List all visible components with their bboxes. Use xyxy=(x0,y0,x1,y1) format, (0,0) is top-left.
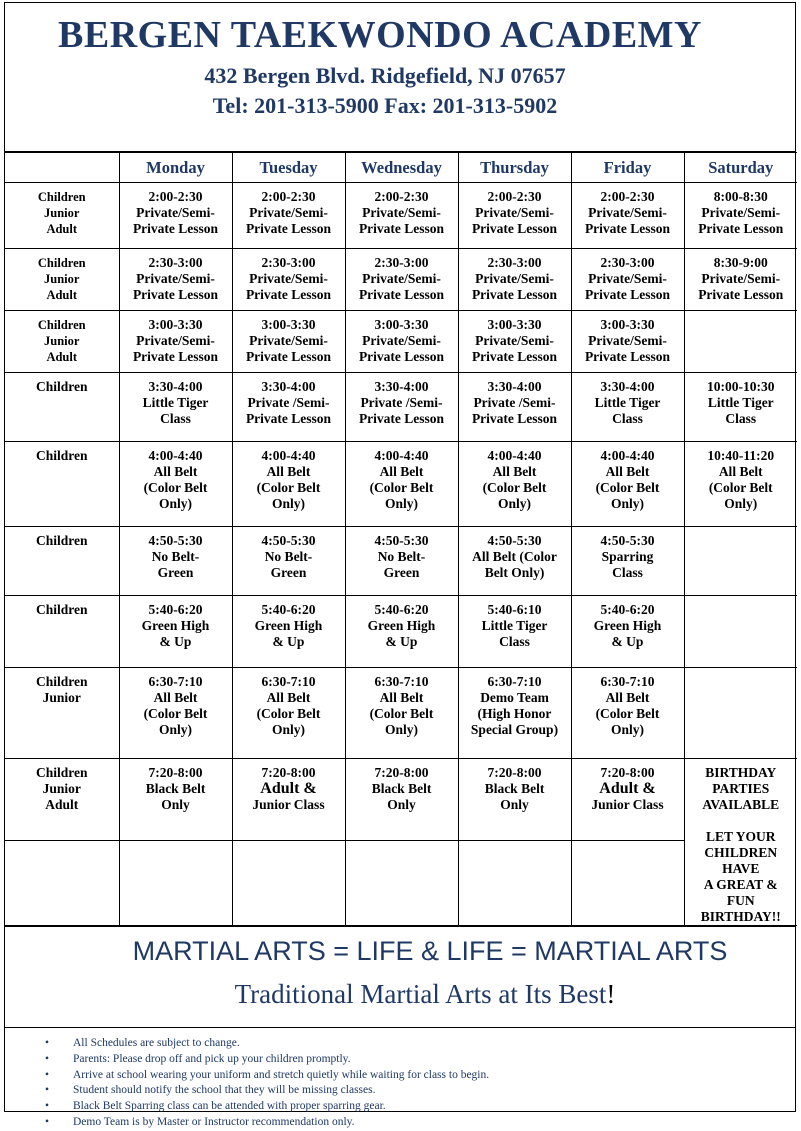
empty-cell xyxy=(571,840,684,925)
slot-desc: Private Lesson xyxy=(584,221,671,236)
class-slot xyxy=(571,596,684,668)
slot-desc: All Belt xyxy=(379,464,424,479)
slot-desc: Private/Semi- xyxy=(362,333,441,348)
header xyxy=(5,3,795,152)
class-slot xyxy=(345,759,458,841)
note-item: • All Schedules are subject to change. xyxy=(45,1036,795,1052)
class-slot xyxy=(458,249,571,311)
slot-desc: & Up xyxy=(272,634,305,649)
class-slot xyxy=(684,596,797,668)
slot-desc: Private Lesson xyxy=(358,411,445,426)
class-slot xyxy=(345,183,458,249)
slot-desc: Private /Semi- xyxy=(473,395,556,410)
slot-desc: Class xyxy=(612,411,643,426)
group-label xyxy=(5,759,119,841)
slot-desc: Green xyxy=(383,565,420,580)
class-slot xyxy=(684,183,797,249)
slot-desc: Only xyxy=(387,797,416,812)
slot-time: 4:00-4:40 xyxy=(600,448,655,463)
class-slot xyxy=(345,527,458,596)
schedule-row xyxy=(5,311,797,373)
class-slot xyxy=(458,311,571,373)
slot-desc: Class xyxy=(160,411,191,426)
birthday-line: PARTIES xyxy=(712,781,770,796)
slot-desc: (Color Belt xyxy=(482,480,547,495)
slot-desc: Only xyxy=(161,797,190,812)
group-line: Children xyxy=(37,318,86,332)
group-line: Adult xyxy=(46,288,78,302)
slot-desc: Private Lesson xyxy=(471,349,558,364)
class-slot xyxy=(119,249,232,311)
class-slot xyxy=(119,596,232,668)
group-line: Children xyxy=(37,190,86,204)
slot-desc: Black Belt xyxy=(371,781,432,796)
class-slot xyxy=(119,527,232,596)
class-slot xyxy=(684,668,797,759)
slot-time: 4:50-5:30 xyxy=(487,533,542,548)
group-line: Children xyxy=(35,448,88,463)
slot-desc: All Belt xyxy=(266,690,311,705)
slot-desc: No Belt- xyxy=(151,549,200,564)
slot-time: 6:30-7:10 xyxy=(487,674,542,689)
slot-desc: Private/Semi- xyxy=(362,271,441,286)
schedule-row xyxy=(5,596,797,668)
class-slot xyxy=(119,183,232,249)
class-slot xyxy=(458,596,571,668)
class-slot xyxy=(684,311,797,373)
slot-desc: Black Belt xyxy=(145,781,206,796)
birthday-line: LET YOUR xyxy=(706,829,776,844)
slot-time: 4:50-5:30 xyxy=(148,533,203,548)
birthday-line: BIRTHDAY xyxy=(705,765,777,780)
empty-cell xyxy=(345,840,458,925)
day-header: Thursday xyxy=(458,153,571,183)
birthday-spacer xyxy=(687,813,796,829)
tagline-text: Traditional Martial Arts at Its Best xyxy=(234,979,607,1009)
class-slot xyxy=(345,373,458,442)
slot-desc: Demo Team xyxy=(480,690,549,705)
slot-time: 2:00-2:30 xyxy=(374,189,429,204)
empty-row xyxy=(5,840,797,925)
class-schedule-table xyxy=(5,152,797,926)
slot-desc: (High Honor xyxy=(477,706,552,721)
birthday-line: AVAILABLE xyxy=(702,797,780,812)
slot-desc: All Belt xyxy=(379,690,424,705)
slot-desc: Only) xyxy=(158,496,192,511)
slot-desc: All Belt xyxy=(605,464,650,479)
slot-desc: Private /Semi- xyxy=(247,395,330,410)
slot-desc: Junior Class xyxy=(252,797,325,812)
slot-time: 3:00-3:30 xyxy=(487,317,542,332)
slot-time: 3:30-4:00 xyxy=(600,379,655,394)
day-header: Monday xyxy=(119,153,232,183)
slot-desc: Private/Semi- xyxy=(588,205,667,220)
slot-desc: Only) xyxy=(384,722,418,737)
slot-desc: Private/Semi- xyxy=(701,271,781,286)
group-line: Children xyxy=(35,533,88,548)
policy-notes xyxy=(5,1028,795,1131)
class-slot xyxy=(458,668,571,759)
group-label xyxy=(5,442,119,527)
slot-desc: Private Lesson xyxy=(132,349,219,364)
class-slot xyxy=(119,668,232,759)
class-slot xyxy=(232,373,345,442)
schedule-row xyxy=(5,373,797,442)
group-line: Junior xyxy=(44,334,80,348)
slot-desc: All Belt xyxy=(266,464,311,479)
academy-title: BERGEN TAEKWONDO ACADEMY xyxy=(58,14,702,56)
slot-desc: Adult & xyxy=(260,780,317,797)
slot-time: 6:30-7:10 xyxy=(600,674,655,689)
group-line: Adult xyxy=(46,222,78,236)
slot-desc: Private/Semi- xyxy=(475,333,554,348)
slot-desc: Private Lesson xyxy=(471,287,558,302)
note-item: • Black Belt Sparring class can be attended with proper sparring gear. xyxy=(45,1099,795,1115)
class-slot xyxy=(571,668,684,759)
group-label xyxy=(5,527,119,596)
slot-time: 3:00-3:30 xyxy=(261,317,316,332)
slot-time: 4:00-4:40 xyxy=(487,448,542,463)
group-line: Junior xyxy=(42,690,81,705)
slot-desc: Little Tiger xyxy=(707,395,774,410)
class-slot xyxy=(232,442,345,527)
empty-cell xyxy=(232,840,345,925)
slot-desc: (Color Belt xyxy=(143,480,208,495)
class-slot xyxy=(571,311,684,373)
schedule-row xyxy=(5,183,797,249)
empty-cell xyxy=(5,840,119,925)
slot-desc: Little Tiger xyxy=(594,395,661,410)
slot-desc: Only) xyxy=(724,496,758,511)
slot-desc: Class xyxy=(499,634,530,649)
class-slot xyxy=(571,373,684,442)
slot-desc: Adult & xyxy=(599,780,656,797)
slot-desc: Private/Semi- xyxy=(136,205,215,220)
motto-line: MARTIAL ARTS = LIFE & LIFE = MARTIAL ARTS xyxy=(132,936,728,966)
day-header: Saturday xyxy=(684,153,797,183)
slot-desc: (Color Belt xyxy=(369,706,434,721)
slot-time: 2:30-3:00 xyxy=(148,255,203,270)
class-slot xyxy=(232,249,345,311)
class-slot xyxy=(232,527,345,596)
slot-desc: Private Lesson xyxy=(584,349,671,364)
schedule-row xyxy=(5,759,797,841)
slot-desc: (Color Belt xyxy=(256,480,321,495)
slot-desc: Only) xyxy=(384,496,418,511)
birthday-line: A GREAT & xyxy=(703,877,778,892)
slot-desc: Private Lesson xyxy=(245,411,332,426)
slot-desc: Class xyxy=(725,411,757,426)
group-label xyxy=(5,183,119,249)
class-slot xyxy=(684,442,797,527)
slot-time: 2:30-3:00 xyxy=(600,255,655,270)
slot-desc: Private/Semi- xyxy=(475,205,554,220)
slot-time: 4:50-5:30 xyxy=(600,533,655,548)
birthday-line: HAVE xyxy=(722,861,760,876)
group-line: Children xyxy=(35,602,88,617)
academy-phone: Tel: 201-313-5900 Fax: 201-313-5902 xyxy=(212,93,558,118)
slot-desc: Private Lesson xyxy=(358,349,445,364)
class-slot xyxy=(232,759,345,841)
class-slot xyxy=(119,759,232,841)
slot-desc: Only) xyxy=(271,496,305,511)
schedule-row xyxy=(5,527,797,596)
group-line: Junior xyxy=(42,781,81,796)
slot-desc: Private/Semi- xyxy=(475,271,554,286)
slot-desc: Green High xyxy=(141,618,210,633)
slot-time: 3:30-4:00 xyxy=(148,379,203,394)
slot-desc: Only) xyxy=(271,722,305,737)
slot-time: 5:40-6:20 xyxy=(600,602,655,617)
slot-time: 8:00-8:30 xyxy=(713,189,768,204)
slot-desc: Sparring xyxy=(601,549,654,564)
slot-desc: Class xyxy=(612,565,643,580)
class-slot xyxy=(345,311,458,373)
slot-time: 3:00-3:30 xyxy=(148,317,203,332)
slot-desc: Little Tiger xyxy=(481,618,548,633)
slot-desc: & Up xyxy=(611,634,644,649)
slot-desc: Private Lesson xyxy=(471,411,558,426)
class-slot xyxy=(571,442,684,527)
note-item: • Arrive at school wearing your uniform and stretch quietly while waiting for class to begin. xyxy=(45,1068,795,1084)
slot-desc: No Belt- xyxy=(377,549,426,564)
slot-desc: Private/Semi- xyxy=(249,271,328,286)
note-item: • Parents: Please drop off and pick up your children promptly. xyxy=(45,1052,795,1068)
class-slot xyxy=(458,183,571,249)
slot-time: 6:30-7:10 xyxy=(374,674,429,689)
slot-desc: Green xyxy=(270,565,307,580)
slot-time: 5:40-6:20 xyxy=(261,602,316,617)
motto-banner xyxy=(5,926,795,1028)
class-slot xyxy=(119,373,232,442)
birthday-line: CHILDREN xyxy=(704,845,778,860)
class-slot xyxy=(345,596,458,668)
slot-desc: (Color Belt xyxy=(595,706,660,721)
slot-desc: (Color Belt xyxy=(369,480,434,495)
slot-desc: (Color Belt xyxy=(256,706,321,721)
slot-desc: Black Belt xyxy=(484,781,545,796)
slot-time: 4:50-5:30 xyxy=(261,533,316,548)
class-slot xyxy=(571,183,684,249)
slot-time: 4:50-5:30 xyxy=(374,533,429,548)
class-slot xyxy=(684,373,797,442)
slot-desc: Private Lesson xyxy=(584,287,671,302)
group-line: Adult xyxy=(46,350,78,364)
schedule-flyer xyxy=(4,2,796,1128)
group-line: Junior xyxy=(44,272,80,286)
class-slot xyxy=(232,668,345,759)
birthday-line: BIRTHDAY!! xyxy=(700,909,781,924)
class-slot xyxy=(684,249,797,311)
birthday-line: FUN xyxy=(726,893,755,908)
slot-desc: Private/Semi- xyxy=(249,205,328,220)
schedule-row xyxy=(5,442,797,527)
slot-desc: Only) xyxy=(610,722,644,737)
slot-time: 5:40-6:20 xyxy=(148,602,203,617)
class-slot xyxy=(458,759,571,841)
slot-desc: (Color Belt xyxy=(708,480,773,495)
slot-time: 7:20-8:00 xyxy=(487,765,542,780)
slot-desc: Only) xyxy=(497,496,531,511)
slot-desc: All Belt xyxy=(718,464,763,479)
slot-desc: Private /Semi- xyxy=(360,395,443,410)
slot-time: 6:30-7:10 xyxy=(261,674,316,689)
academy-address: 432 Bergen Blvd. Ridgefield, NJ 07657 xyxy=(204,63,566,88)
slot-time: 4:00-4:40 xyxy=(261,448,316,463)
slot-time: 3:00-3:30 xyxy=(600,317,655,332)
slot-desc: All Belt xyxy=(605,690,650,705)
slot-time: 2:00-2:30 xyxy=(148,189,203,204)
day-header: Friday xyxy=(571,153,684,183)
class-slot xyxy=(232,183,345,249)
slot-desc: Private/Semi- xyxy=(588,333,667,348)
day-header: Wednesday xyxy=(345,153,458,183)
group-line: Children xyxy=(35,674,88,689)
slot-desc: Private Lesson xyxy=(698,287,784,302)
slot-desc: Private/Semi- xyxy=(249,333,328,348)
class-slot xyxy=(345,442,458,527)
class-slot xyxy=(119,442,232,527)
slot-desc: Green High xyxy=(593,618,662,633)
group-label xyxy=(5,249,119,311)
slot-time: 2:00-2:30 xyxy=(261,189,316,204)
slot-desc: No Belt- xyxy=(264,549,313,564)
slot-time: 2:30-3:00 xyxy=(261,255,316,270)
tagline xyxy=(5,967,795,1010)
note-item: • Student should notify the school that they will be missing classes. xyxy=(45,1083,795,1099)
slot-desc: Belt Only) xyxy=(484,565,545,580)
slot-time: 3:30-4:00 xyxy=(374,379,429,394)
birthday-promo xyxy=(684,759,797,926)
class-slot xyxy=(232,311,345,373)
class-slot xyxy=(458,527,571,596)
slot-time: 10:00-10:30 xyxy=(707,379,775,394)
corner-cell xyxy=(5,153,119,183)
slot-desc: Private Lesson xyxy=(245,221,332,236)
class-slot xyxy=(571,249,684,311)
slot-time: 7:20-8:00 xyxy=(374,765,429,780)
day-header: Tuesday xyxy=(232,153,345,183)
tagline-exclaim: ! xyxy=(606,979,616,1009)
slot-desc: Private Lesson xyxy=(245,287,332,302)
schedule-row xyxy=(5,249,797,311)
class-slot xyxy=(571,527,684,596)
slot-desc: Private Lesson xyxy=(245,349,332,364)
slot-desc: Junior Class xyxy=(591,797,664,812)
slot-desc: Private Lesson xyxy=(132,221,219,236)
slot-time: 3:00-3:30 xyxy=(374,317,429,332)
group-label xyxy=(5,373,119,442)
class-slot xyxy=(458,442,571,527)
slot-desc: Private/Semi- xyxy=(136,271,215,286)
class-slot xyxy=(345,249,458,311)
slot-time: 10:40-11:20 xyxy=(707,448,775,463)
slot-time: 2:00-2:30 xyxy=(487,189,542,204)
slot-desc: & Up xyxy=(385,634,418,649)
group-label xyxy=(5,668,119,759)
slot-desc: Green High xyxy=(254,618,323,633)
slot-desc: Private/Semi- xyxy=(588,271,667,286)
day-header-row xyxy=(5,153,797,183)
slot-desc: Private/Semi- xyxy=(701,205,781,220)
slot-desc: All Belt xyxy=(492,464,537,479)
group-line: Children xyxy=(35,379,88,394)
slot-time: 3:30-4:00 xyxy=(487,379,542,394)
slot-desc: Private Lesson xyxy=(471,221,558,236)
slot-desc: Private Lesson xyxy=(358,287,445,302)
group-line: Junior xyxy=(44,206,80,220)
class-slot xyxy=(119,311,232,373)
slot-time: 4:00-4:40 xyxy=(374,448,429,463)
group-line: Children xyxy=(35,765,88,780)
slot-desc: All Belt xyxy=(153,464,198,479)
slot-time: 4:00-4:40 xyxy=(148,448,203,463)
slot-desc: Only) xyxy=(158,722,192,737)
empty-cell xyxy=(119,840,232,925)
slot-desc: Special Group) xyxy=(470,722,559,737)
slot-desc: Little Tiger xyxy=(142,395,209,410)
group-label xyxy=(5,596,119,668)
group-line: Adult xyxy=(45,797,79,812)
slot-time: 5:40-6:10 xyxy=(487,602,542,617)
schedule-row xyxy=(5,668,797,759)
group-label xyxy=(5,311,119,373)
class-slot xyxy=(458,373,571,442)
slot-desc: Only) xyxy=(610,496,644,511)
slot-desc: Private Lesson xyxy=(698,221,784,236)
slot-desc: Green xyxy=(157,565,194,580)
slot-desc: Private/Semi- xyxy=(136,333,215,348)
slot-desc: Only xyxy=(500,797,529,812)
slot-desc: (Color Belt xyxy=(595,480,660,495)
slot-time: 2:30-3:00 xyxy=(487,255,542,270)
slot-time: 7:20-8:00 xyxy=(600,765,655,780)
class-slot xyxy=(571,759,684,841)
slot-desc: Green High xyxy=(367,618,436,633)
slot-desc: Private/Semi- xyxy=(362,205,441,220)
empty-cell xyxy=(458,840,571,925)
slot-desc: & Up xyxy=(159,634,192,649)
class-slot xyxy=(345,668,458,759)
slot-desc: All Belt xyxy=(153,690,198,705)
slot-time: 6:30-7:10 xyxy=(148,674,203,689)
slot-time: 7:20-8:00 xyxy=(148,765,203,780)
slot-time: 7:20-8:00 xyxy=(261,765,316,780)
slot-time: 5:40-6:20 xyxy=(374,602,429,617)
class-slot xyxy=(684,527,797,596)
note-item: • Demo Team is by Master or Instructor recommendation only. xyxy=(45,1115,795,1131)
slot-time: 2:30-3:00 xyxy=(374,255,429,270)
slot-desc: Private Lesson xyxy=(358,221,445,236)
slot-desc: All Belt (Color xyxy=(472,549,557,564)
slot-time: 2:00-2:30 xyxy=(600,189,655,204)
group-line: Children xyxy=(37,256,86,270)
slot-time: 3:30-4:00 xyxy=(261,379,316,394)
slot-time: 8:30-9:00 xyxy=(713,255,768,270)
slot-desc: (Color Belt xyxy=(143,706,208,721)
class-slot xyxy=(232,596,345,668)
slot-desc: Private Lesson xyxy=(132,287,219,302)
